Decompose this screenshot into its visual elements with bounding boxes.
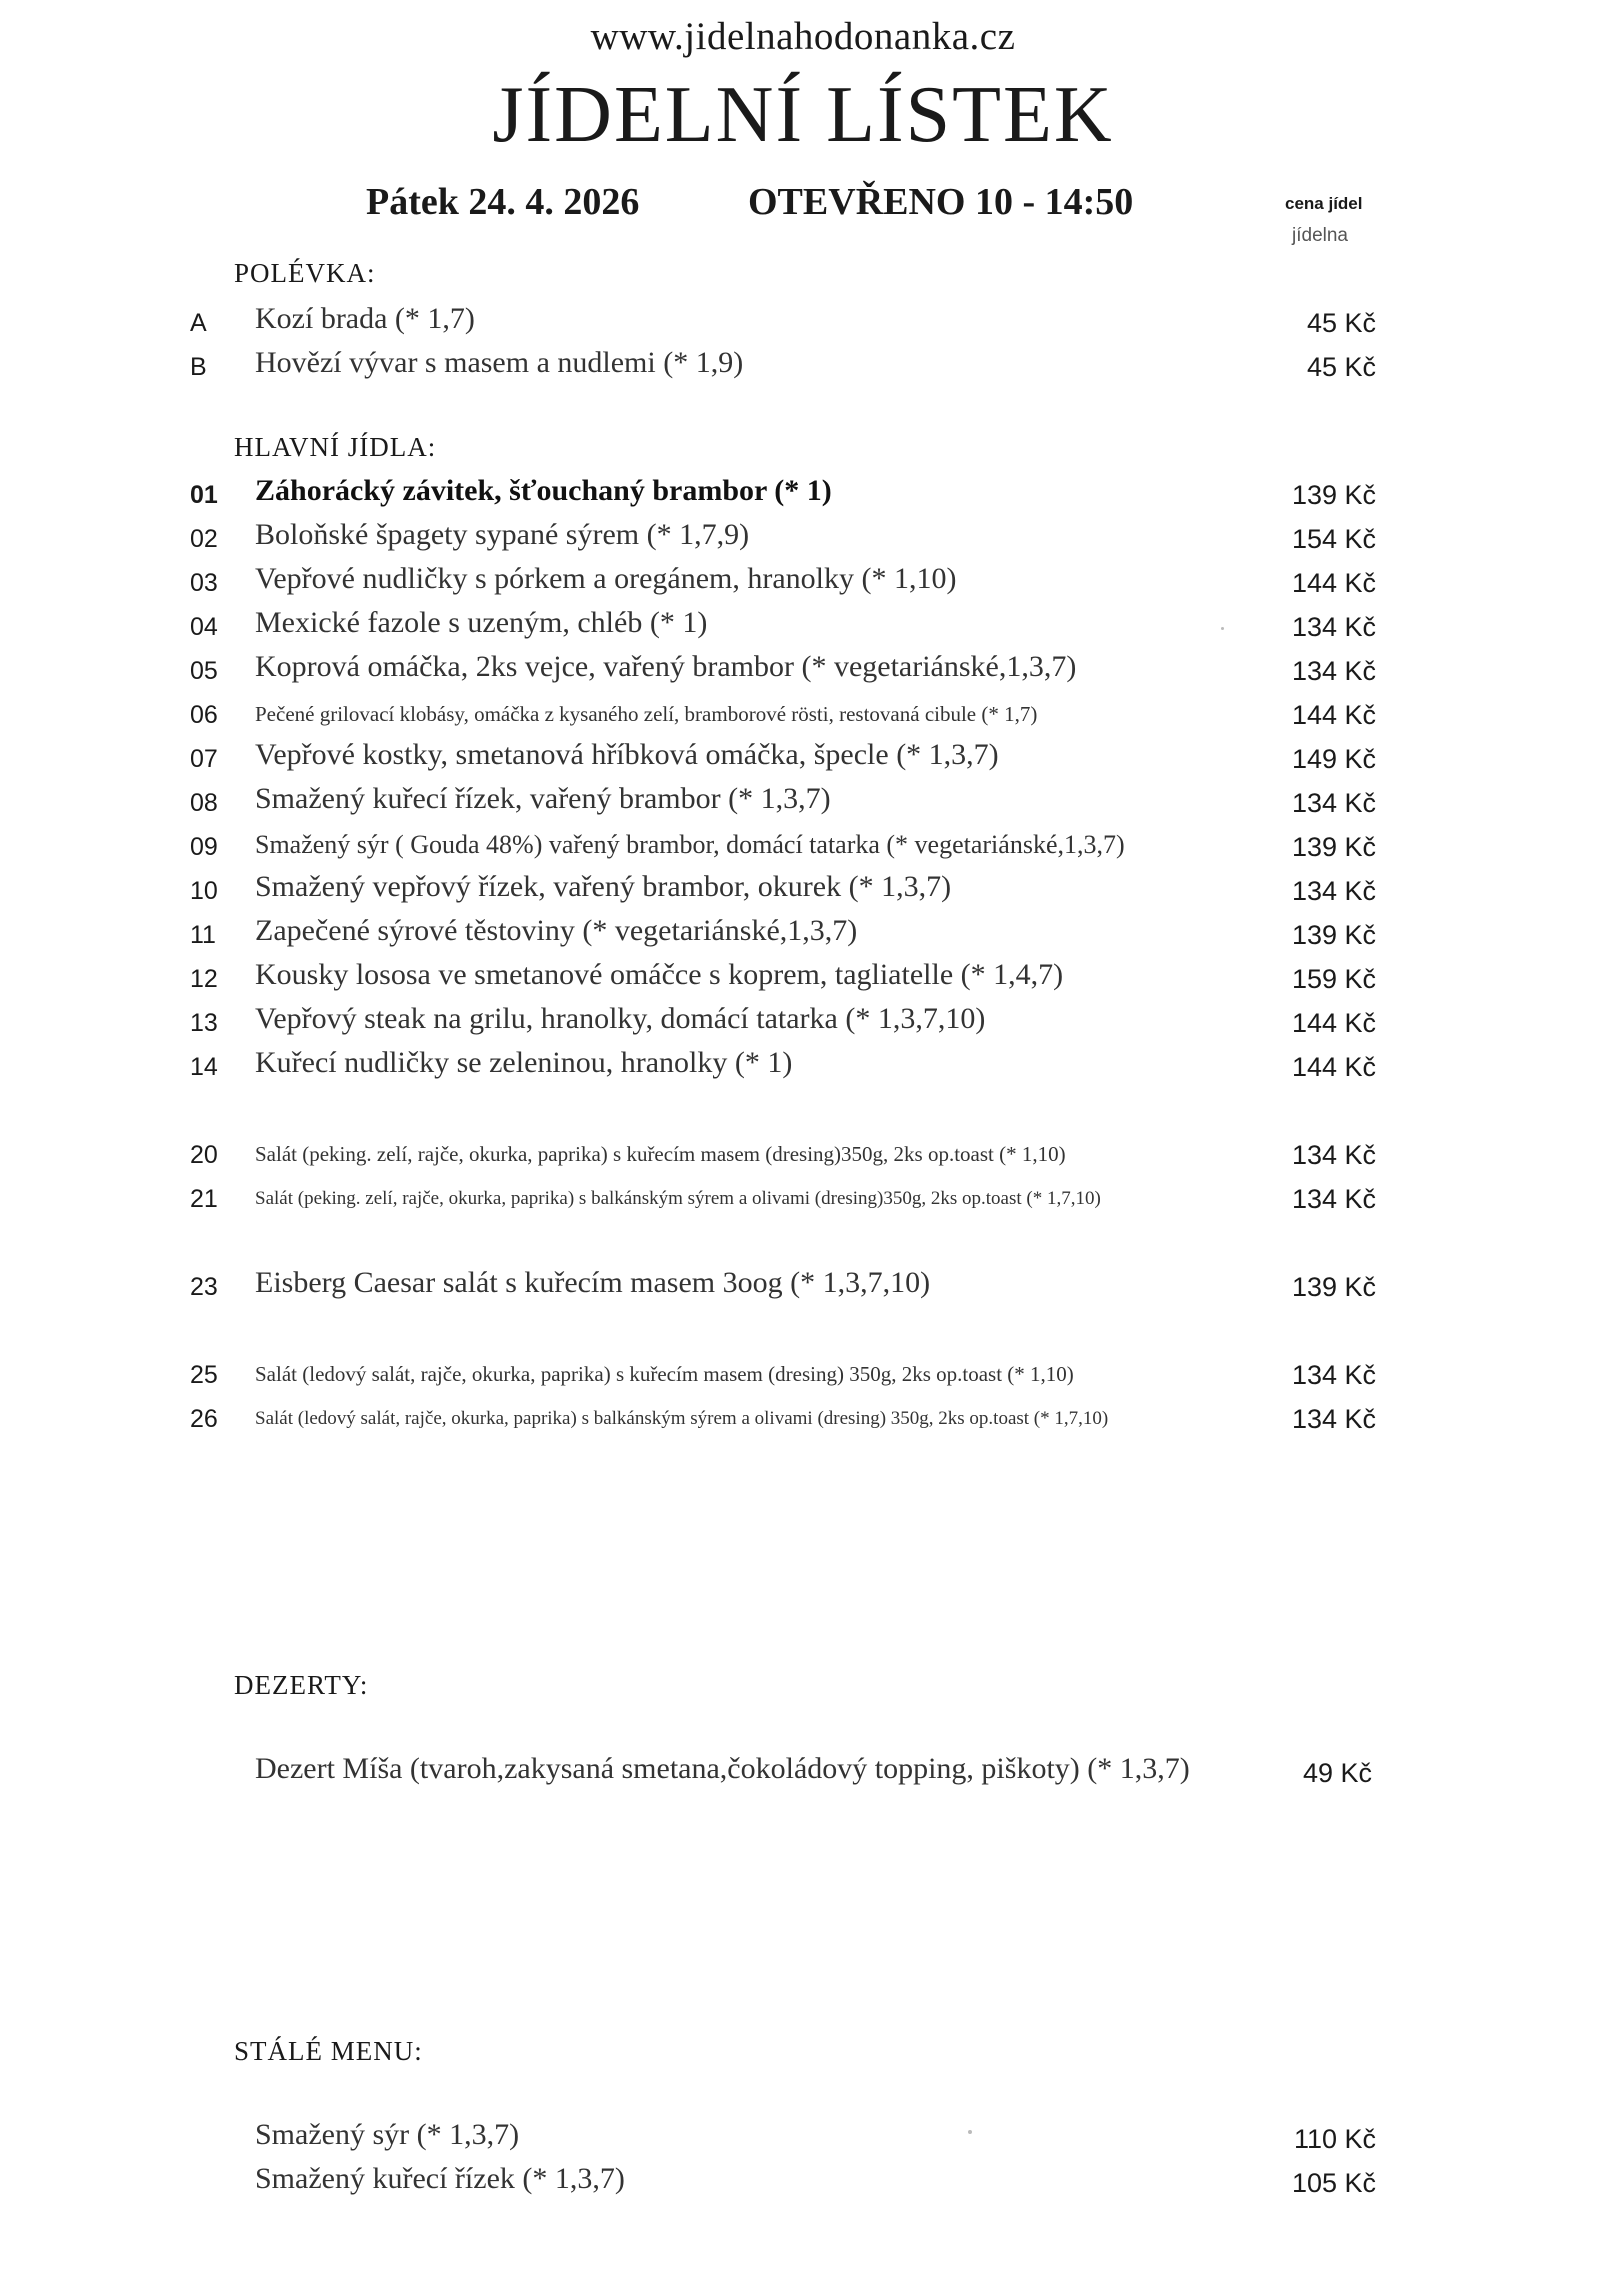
menu-item [0, 1266, 1606, 1306]
menu-item [0, 1398, 1606, 1438]
section-title-soups: POLÉVKA: [234, 258, 376, 288]
item-code: 21 [190, 1185, 218, 1213]
item-code: 26 [190, 1405, 218, 1433]
item-code: 13 [190, 1009, 218, 1037]
item-code: 04 [190, 613, 218, 641]
item-name: Vepřový steak na grilu, hranolky, domácí tatarka (* 1,3,7,10) [255, 1002, 986, 1035]
price-column-heading: cena jídel [1285, 194, 1363, 213]
item-code: A [190, 309, 207, 337]
item-name: Salát (ledový salát, rajče, okurka, paprika) s kuřecím masem (dresing) 350g, 2ks op.toast (* 1,10) [255, 1362, 1074, 1386]
menu-item [0, 1178, 1606, 1218]
menu-item [0, 474, 1606, 514]
menu-item [0, 606, 1606, 646]
menu-item [0, 1002, 1606, 1042]
item-code: 25 [190, 1361, 218, 1389]
item-name: Pečené grilovací klobásy, omáčka z kysaného zelí, bramborové rösti, restovaná cibule (* 1,7) [255, 702, 1038, 726]
item-code: 02 [190, 525, 218, 553]
menu-item [0, 346, 1606, 386]
item-price: 159 Kč [1291, 964, 1376, 994]
item-price: 45 Kč [1306, 308, 1376, 338]
item-name: Kousky lososa ve smetanové omáčce s koprem, tagliatelle (* 1,4,7) [255, 958, 1064, 991]
item-name: Salát (ledový salát, rajče, okurka, paprika) s balkánským sýrem a olivami (dresing) 350g, 2ks op.toast (* 1,7,10) [255, 1408, 1109, 1429]
item-price: 134 Kč [1291, 612, 1376, 642]
item-name: Smažený vepřový řízek, vařený brambor, okurek (* 1,3,7) [255, 870, 952, 903]
item-price: 144 Kč [1291, 1008, 1376, 1038]
item-code: 10 [190, 877, 218, 905]
item-price: 144 Kč [1291, 700, 1376, 730]
item-name: Kuřecí nudličky se zeleninou, hranolky (* 1) [255, 1046, 793, 1079]
item-name: Kozí brada (* 1,7) [255, 302, 475, 335]
item-price: 110 Kč [1293, 2124, 1376, 2154]
menu-item [0, 2118, 1606, 2158]
item-name: Vepřové kostky, smetanová hříbková omáčka, špecle (* 1,3,7) [255, 738, 999, 771]
item-code: 01 [190, 481, 218, 509]
item-price: 139 Kč [1291, 480, 1376, 510]
section-title-standing-menu: STÁLÉ MENU: [234, 2036, 423, 2066]
page-title: JÍDELNÍ LÍSTEK [492, 71, 1114, 159]
menu-item [0, 914, 1606, 954]
menu-item [0, 738, 1606, 778]
item-code: 12 [190, 965, 218, 993]
section-title-mains: HLAVNÍ JÍDLA: [234, 432, 437, 462]
menu-item [0, 782, 1606, 822]
item-name: Smažený kuřecí řízek, vařený brambor (* 1,3,7) [255, 782, 831, 815]
item-price: 134 Kč [1291, 788, 1376, 818]
site-url: www.jidelnahodonanka.cz [590, 15, 1016, 58]
item-code: 14 [190, 1053, 218, 1081]
item-code: B [190, 353, 207, 381]
menu-item [0, 1046, 1606, 1086]
item-name: Smažený sýr ( Gouda 48%) vařený brambor, domácí tatarka (* vegetariánské,1,3,7) [255, 830, 1125, 859]
item-name: Salát (peking. zelí, rajče, okurka, paprika) s balkánským sýrem a olivami (dresing)350g, 2ks op.toast (* 1,7,10) [255, 1188, 1101, 1209]
item-name: Zapečené sýrové těstoviny (* vegetariánské,1,3,7) [255, 914, 858, 947]
menu-item [0, 650, 1606, 690]
item-name: Záhorácký závitek, šťouchaný brambor (* 1) [255, 474, 832, 507]
item-code: 20 [190, 1141, 218, 1169]
item-name: Dezert Míša (tvaroh,zakysaná smetana,čokoládový topping, piškoty) (* 1,3,7) [255, 1752, 1190, 1785]
item-code: 03 [190, 569, 218, 597]
item-price: 134 Kč [1291, 1140, 1376, 1170]
item-price: 139 Kč [1291, 832, 1376, 862]
menu-item [0, 826, 1606, 866]
item-name: Koprová omáčka, 2ks vejce, vařený brambor (* vegetariánské,1,3,7) [255, 650, 1077, 683]
menu-item [0, 1354, 1606, 1394]
menu-date: Pátek 24. 4. 2026 [366, 181, 640, 223]
scan-speck [968, 2130, 972, 2134]
item-name: Smažený sýr (* 1,3,7) [255, 2118, 520, 2151]
item-code: 05 [190, 657, 218, 685]
item-name: Mexické fazole s uzeným, chléb (* 1) [255, 606, 708, 639]
item-code: 23 [190, 1273, 218, 1301]
item-price: 134 Kč [1291, 1360, 1376, 1390]
menu-item [0, 958, 1606, 998]
menu-item [0, 1752, 1606, 1792]
item-code: 08 [190, 789, 218, 817]
item-name: Boloňské špagety sypané sýrem (* 1,7,9) [255, 518, 750, 551]
item-price: 144 Kč [1291, 1052, 1376, 1082]
item-price: 139 Kč [1291, 920, 1376, 950]
item-code: 07 [190, 745, 218, 773]
section-title-desserts: DEZERTY: [234, 1670, 369, 1700]
item-price: 139 Kč [1291, 1272, 1376, 1302]
menu-item [0, 2162, 1606, 2202]
item-code: 06 [190, 701, 218, 729]
menu-item [0, 562, 1606, 602]
menu-item [0, 302, 1606, 342]
item-name: Hovězí vývar s masem a nudlemi (* 1,9) [255, 346, 744, 379]
item-name: Eisberg Caesar salát s kuřecím masem 3oog (* 1,3,7,10) [255, 1266, 931, 1299]
price-column-subheading: jídelna [1292, 225, 1348, 246]
item-price: 45 Kč [1306, 352, 1376, 382]
item-code: 11 [190, 921, 216, 949]
item-price: 154 Kč [1291, 524, 1376, 554]
item-price: 49 Kč [1302, 1758, 1372, 1788]
item-name: Smažený kuřecí řízek (* 1,3,7) [255, 2162, 625, 2195]
item-price: 134 Kč [1291, 1184, 1376, 1214]
item-code: 09 [190, 833, 218, 861]
menu-item [0, 518, 1606, 558]
item-price: 149 Kč [1291, 744, 1376, 774]
menu-item [0, 870, 1606, 910]
item-price: 105 Kč [1291, 2168, 1376, 2198]
item-price: 134 Kč [1291, 1404, 1376, 1434]
item-price: 134 Kč [1291, 656, 1376, 686]
item-name: Vepřové nudličky s pórkem a oregánem, hranolky (* 1,10) [255, 562, 957, 595]
item-name: Salát (peking. zelí, rajče, okurka, paprika) s kuřecím masem (dresing)350g, 2ks op.toast (* 1,10) [255, 1142, 1066, 1166]
menu-item [0, 1134, 1606, 1174]
scan-speck [1221, 627, 1224, 630]
menu-item [0, 694, 1606, 734]
item-price: 144 Kč [1291, 568, 1376, 598]
item-price: 134 Kč [1291, 876, 1376, 906]
opening-hours: OTEVŘENO 10 - 14:50 [748, 181, 1134, 223]
